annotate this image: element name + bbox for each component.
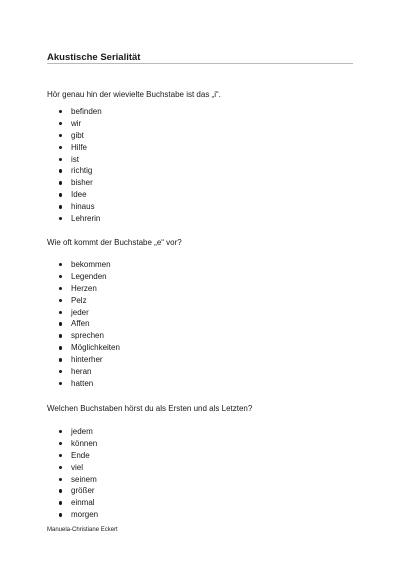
list-item (59, 106, 102, 118)
list-item (59, 271, 120, 283)
page-title: Akustische Serialität (47, 52, 141, 63)
bullet-icon (59, 334, 62, 337)
list-item (59, 307, 120, 319)
word: hinaus (71, 202, 95, 212)
bullet-icon (59, 299, 62, 302)
author-footer: Manuela-Christiane Eckert (47, 527, 118, 533)
list-item (59, 259, 120, 271)
word: morgen (71, 510, 99, 520)
bullet-icon (59, 370, 62, 373)
list-item (59, 354, 120, 366)
word: hatten (71, 378, 94, 388)
word: wir (71, 118, 82, 128)
list-item (59, 283, 120, 295)
list-item (59, 509, 98, 521)
title-divider (47, 63, 353, 64)
word: richtig (71, 166, 93, 176)
word: heran (71, 367, 92, 377)
bullet-icon (59, 169, 62, 172)
list-item (59, 330, 120, 342)
list-item (59, 426, 98, 438)
bullet-icon (59, 205, 62, 208)
word: Ende (71, 450, 90, 460)
list-item (59, 189, 102, 201)
word: gibt (71, 130, 84, 140)
list-item (59, 177, 102, 189)
bullet-icon (59, 358, 62, 361)
list-item (59, 118, 102, 130)
bullet-icon (59, 263, 62, 266)
list-item (59, 213, 102, 225)
list-item (59, 474, 98, 486)
bullet-icon (59, 478, 62, 481)
word: befinden (71, 107, 102, 116)
bullet-icon (59, 322, 62, 325)
bullet-icon (59, 430, 62, 433)
list-item (59, 201, 102, 213)
question-1: Hör genau hin der wievielte Buchstabe ist das „i“. (47, 90, 221, 99)
list-item (59, 295, 120, 307)
word: Affen (71, 319, 90, 329)
bullet-icon (59, 146, 62, 149)
bullet-icon (59, 158, 62, 161)
word: Hilfe (71, 142, 88, 152)
word: Pelz (71, 295, 87, 305)
word: seinem (71, 474, 97, 484)
word: größer (71, 486, 95, 496)
bullet-icon (59, 287, 62, 290)
bullet-icon (59, 311, 62, 314)
word: Legenden (71, 271, 107, 281)
bullet-icon (59, 217, 62, 220)
bullet-icon (59, 122, 62, 125)
bullet-icon (59, 501, 62, 504)
bullet-icon (59, 193, 62, 196)
question-2: Wie oft kommt der Buchstabe „e“ vor? (47, 238, 182, 247)
bullet-icon (59, 454, 62, 457)
list-item (59, 342, 120, 354)
word-list-1 (59, 106, 102, 225)
list-item (59, 154, 102, 166)
list-item (59, 450, 98, 462)
word-list-3 (59, 426, 98, 521)
word: ist (71, 154, 79, 164)
word: Herzen (71, 283, 97, 293)
bullet-icon (59, 489, 62, 492)
list-item (59, 378, 120, 390)
word-list-2 (59, 259, 120, 390)
word: viel (71, 462, 84, 472)
bullet-icon (59, 134, 62, 137)
list-item (59, 130, 102, 142)
word: können (71, 438, 98, 448)
bullet-icon (59, 442, 62, 445)
word: Möglichkeiten (71, 343, 120, 353)
bullet-icon (59, 346, 62, 349)
list-item (59, 462, 98, 474)
word: bisher (71, 178, 93, 188)
bullet-icon (59, 466, 62, 469)
list-item (59, 165, 102, 177)
list-item (59, 438, 98, 450)
bullet-icon (59, 513, 62, 516)
list-item (59, 485, 98, 497)
word: jeder (71, 307, 89, 317)
word: Lehrerin (71, 214, 101, 224)
list-item (59, 497, 98, 509)
bullet-icon (59, 382, 62, 385)
bullet-icon (59, 275, 62, 278)
word: bekommen (71, 260, 111, 269)
word: hinterher (71, 355, 103, 365)
list-item (59, 318, 120, 330)
word: sprechen (71, 331, 104, 341)
word: Idee (71, 190, 87, 200)
word: einmal (71, 498, 95, 508)
word: jedem (71, 427, 93, 436)
bullet-icon (59, 181, 62, 184)
bullet-icon (59, 110, 62, 113)
list-item (59, 366, 120, 378)
list-item (59, 142, 102, 154)
question-3: Welchen Buchstaben hörst du als Ersten und als Letzten? (47, 404, 253, 413)
